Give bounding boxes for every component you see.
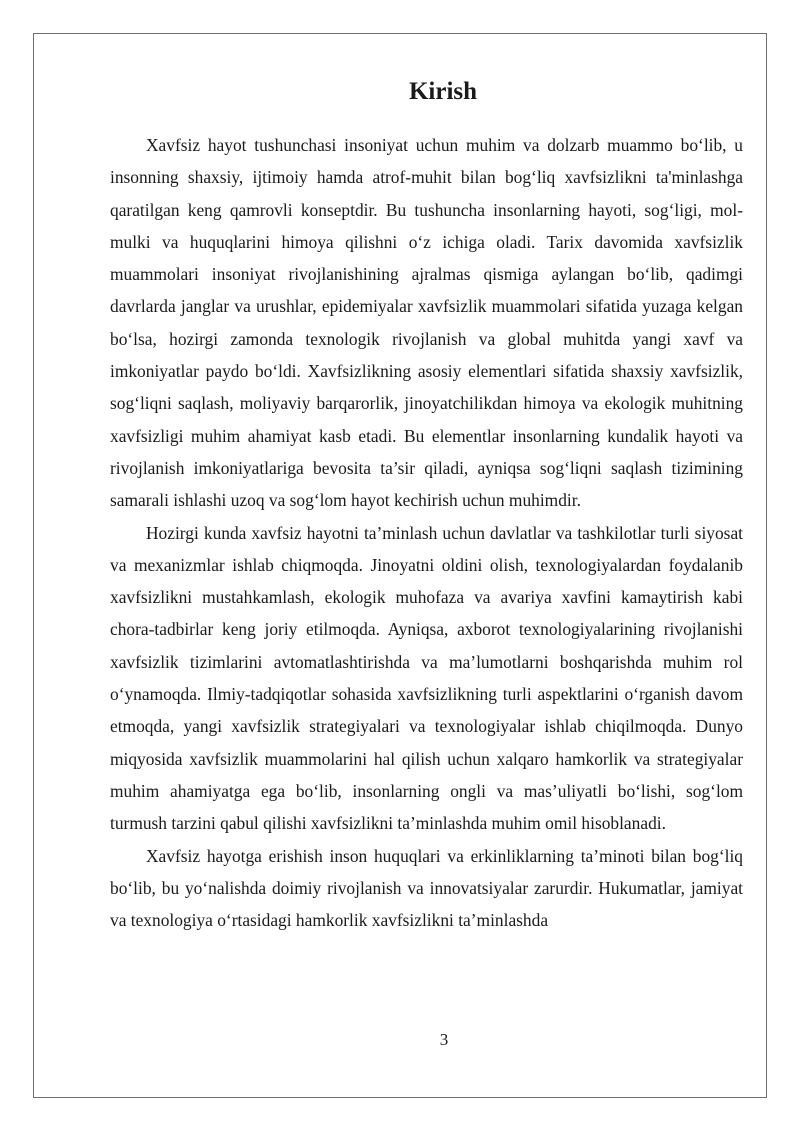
paragraph-3: Xavfsiz hayotga erishish inson huquqlari va erkinliklarning ta’minoti bilan bog‘liq bo‘lib, bu yo‘nalishda doimiy rivojlanish va innovatsiyalar zarurdir. Hukumatlar, jamiyat va texnologiya o‘rtasidagi hamkorlik xavfsizlikni ta’minlashda — [110, 845, 743, 931]
page-number: 3 — [439, 1030, 449, 1049]
document-body — [110, 72, 743, 936]
page-title: Kirish — [408, 78, 478, 105]
paragraph-1: Xavfsiz hayot tushunchasi insoniyat uchun muhim va dolzarb muammo bo‘lib, u insonning shaxsiy, ijtimoiy hamda atrof-muhit bilan bog‘liq xavfsizlikni ta'minlashga qaratilgan keng qamrovli konseptdir. Bu tushuncha insonlarning hayoti, sog‘ligi, mol-mulki va huquqlarini himoya qilishni o‘z ichiga oladi. Tarix davomida xavfsizlik muammolari insoniyat rivojlanishining ajralmas qismiga aylangan bo‘lib, qadimgi davrlarda janglar va urushlar, epidemiyalar xavfsizlik muammolari sifatida yuzaga kelgan bo‘lsa, hozirgi zamonda texnologik rivojlanish va global muhitda yangi xavf va imkoniyatlar paydo bo‘ldi. Xavfsizlikning asosiy elementlari sifatida shaxsiy xavfsizlik, sog‘liqni saqlash, moliyaviy barqarorlik, jinoyatchilikdan himoya va ekologik muhitning xavfsizligi muhim ahamiyat kasb etadi. Bu elementlar insonlarning kundalik hayoti va rivojlanish imkoniyatlariga bevosita ta’sir qiladi, ayniqsa sog‘liqni saqlash tizimining samarali ishlashi uzoq va sog‘lom hayot kechirish uchun muhimdir. — [110, 135, 743, 511]
paragraph-2: Hozirgi kunda xavfsiz hayotni ta’minlash uchun davlatlar va tashkilotlar turli siyosat va mexanizmlar ishlab chiqmoqda. Jinoyatni oldini olish, texnologiyalardan foydalanib xavfsizlikni mustahkamlash, ekologik muhofaza va avariya xavfini kamaytirish kabi chora-tadbirlar keng joriy etilmoqda. Ayniqsa, axborot texnologiyalarining rivojlanishi xavfsizlik tizimlarini avtomatlashtirishda va ma’lumotlarni boshqarishda muhim rol o‘ynamoqda. Ilmiy-tadqiqotlar sohasida xavfsizlikning turli aspektlarini o‘rganish davom etmoqda, yangi xavfsizlik strategiyalari va texnologiyalar ishlab chiqilmoqda. Dunyo miqyosida xavfsizlik muammolarini hal qilish uchun xalqaro hamkorlik va strategiyalar muhim ahamiyatga ega bo‘lib, insonlarning ongli va mas’uliyatli bo‘lishi, sog‘lom turmush tarzini qabul qilishi xavfsizlikni ta’minlashda muhim omil hisoblanadi. — [110, 522, 743, 834]
